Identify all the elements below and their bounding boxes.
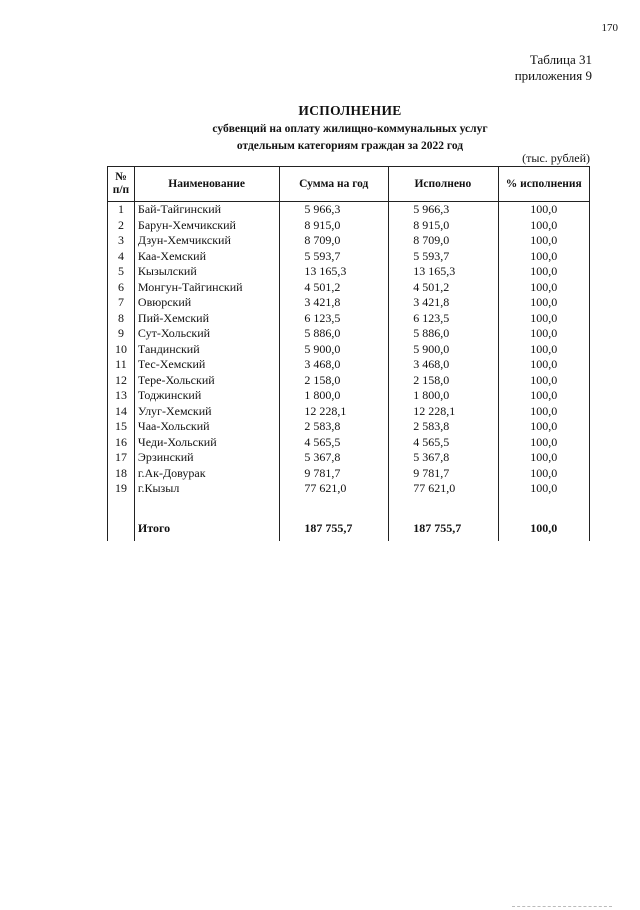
- row-year-sum-cell: 77 621,0: [280, 481, 389, 497]
- row-percent-cell: 100,0: [498, 357, 589, 373]
- row-year-sum-cell: 5 593,7: [280, 249, 389, 265]
- row-executed-cell: 5 966,3: [389, 202, 498, 218]
- row-executed-cell: 2 158,0: [389, 373, 498, 389]
- row-number-cell: 4: [108, 249, 135, 265]
- row-number-cell: 11: [108, 357, 135, 373]
- row-percent-cell: 100,0: [498, 466, 589, 482]
- spacer-cell: [498, 497, 589, 517]
- table-header-row: [108, 167, 590, 202]
- row-year-sum-cell: 12 228,1: [280, 404, 389, 420]
- row-number-cell: 9: [108, 326, 135, 342]
- row-executed-cell: 2 583,8: [389, 419, 498, 435]
- total-number-cell: [108, 517, 135, 541]
- row-executed-cell: 5 593,7: [389, 249, 498, 265]
- row-number-cell: 14: [108, 404, 135, 420]
- row-number-cell: 6: [108, 280, 135, 296]
- row-percent-cell: 100,0: [498, 295, 589, 311]
- row-number-cell: 1: [108, 202, 135, 218]
- row-number-cell: 10: [108, 342, 135, 358]
- row-percent-cell: 100,0: [498, 435, 589, 451]
- row-name-cell: Улуг-Хемский: [134, 404, 279, 420]
- table-reference-line2: приложения 9: [514, 68, 592, 83]
- row-executed-cell: 5 367,8: [389, 450, 498, 466]
- row-year-sum-cell: 3 468,0: [280, 357, 389, 373]
- row-number-cell: 12: [108, 373, 135, 389]
- row-year-sum-cell: 5 900,0: [280, 342, 389, 358]
- total-row: [108, 517, 590, 541]
- row-year-sum-cell: 5 966,3: [280, 202, 389, 218]
- table-reference: [515, 52, 592, 84]
- row-number-cell: 13: [108, 388, 135, 404]
- row-number-cell: 18: [108, 466, 135, 482]
- row-executed-cell: 1 800,0: [389, 388, 498, 404]
- table-row: [108, 388, 590, 404]
- page-number: 170: [601, 22, 618, 34]
- row-number-cell: 3: [108, 233, 135, 249]
- row-name-cell: Чеди-Хольский: [134, 435, 279, 451]
- row-name-cell: Тандинский: [134, 342, 279, 358]
- spacer-cell: [134, 497, 279, 517]
- table-row: [108, 419, 590, 435]
- row-name-cell: Сут-Хольский: [134, 326, 279, 342]
- spacer-cell: [389, 497, 498, 517]
- header-name: Наименование: [134, 167, 279, 202]
- row-name-cell: Овюрский: [134, 295, 279, 311]
- row-number-cell: 8: [108, 311, 135, 327]
- row-percent-cell: 100,0: [498, 373, 589, 389]
- row-executed-cell: 13 165,3: [389, 264, 498, 280]
- row-name-cell: Бай-Тайгинский: [134, 202, 279, 218]
- row-executed-cell: 3 468,0: [389, 357, 498, 373]
- row-name-cell: Кызылский: [134, 264, 279, 280]
- row-executed-cell: 3 421,8: [389, 295, 498, 311]
- row-number-cell: 7: [108, 295, 135, 311]
- row-name-cell: Каа-Хемский: [134, 249, 279, 265]
- table-reference-line1: Таблица 31: [529, 52, 592, 67]
- row-year-sum-cell: 4 501,2: [280, 280, 389, 296]
- row-year-sum-cell: 13 165,3: [280, 264, 389, 280]
- row-executed-cell: 8 915,0: [389, 218, 498, 234]
- row-percent-cell: 100,0: [498, 450, 589, 466]
- row-executed-cell: 4 565,5: [389, 435, 498, 451]
- row-year-sum-cell: 2 158,0: [280, 373, 389, 389]
- document-subtitle-line2: отдельным категориям граждан за 2022 год: [236, 140, 464, 152]
- units-label: (тыс. рублей): [522, 151, 590, 165]
- row-executed-cell: 9 781,7: [389, 466, 498, 482]
- table-row: [108, 264, 590, 280]
- header-percent: % исполнения: [498, 167, 589, 202]
- row-number-cell: 5: [108, 264, 135, 280]
- document-subtitle: [0, 121, 640, 155]
- row-percent-cell: 100,0: [498, 311, 589, 327]
- table-body: [108, 202, 590, 541]
- row-percent-cell: 100,0: [498, 202, 589, 218]
- row-executed-cell: 77 621,0: [389, 481, 498, 497]
- row-name-cell: Эрзинский: [134, 450, 279, 466]
- table-row: [108, 280, 590, 296]
- row-percent-cell: 100,0: [498, 264, 589, 280]
- row-year-sum-cell: 1 800,0: [280, 388, 389, 404]
- row-number-cell: 17: [108, 450, 135, 466]
- row-year-sum-cell: 4 565,5: [280, 435, 389, 451]
- header-year-sum: Сумма на год: [280, 167, 389, 202]
- row-year-sum-cell: 2 583,8: [280, 419, 389, 435]
- row-name-cell: Дзун-Хемчикский: [134, 233, 279, 249]
- row-year-sum-cell: 3 421,8: [280, 295, 389, 311]
- row-percent-cell: 100,0: [498, 481, 589, 497]
- row-name-cell: Тере-Хольский: [134, 373, 279, 389]
- table-row: [108, 311, 590, 327]
- row-name-cell: Тес-Хемский: [134, 357, 279, 373]
- row-name-cell: Пий-Хемский: [134, 311, 279, 327]
- row-percent-cell: 100,0: [498, 218, 589, 234]
- table-row: [108, 295, 590, 311]
- row-executed-cell: 12 228,1: [389, 404, 498, 420]
- row-number-cell: 19: [108, 481, 135, 497]
- row-percent-cell: 100,0: [498, 233, 589, 249]
- row-name-cell: г.Кызыл: [134, 481, 279, 497]
- total-year-sum-cell: 187 755,7: [280, 517, 389, 541]
- bottom-rule: [512, 906, 612, 907]
- row-executed-cell: 6 123,5: [389, 311, 498, 327]
- row-name-cell: Чаа-Хольский: [134, 419, 279, 435]
- total-percent-cell: 100,0: [498, 517, 589, 541]
- row-name-cell: г.Ак-Довурак: [134, 466, 279, 482]
- row-percent-cell: 100,0: [498, 404, 589, 420]
- row-year-sum-cell: 5 367,8: [280, 450, 389, 466]
- row-percent-cell: 100,0: [498, 388, 589, 404]
- row-year-sum-cell: 9 781,7: [280, 466, 389, 482]
- table-row: [108, 218, 590, 234]
- table-row: [108, 450, 590, 466]
- row-percent-cell: 100,0: [498, 342, 589, 358]
- row-name-cell: Тоджинский: [134, 388, 279, 404]
- row-percent-cell: 100,0: [498, 280, 589, 296]
- header-number-line1: №: [115, 171, 127, 183]
- document-title: ИСПОЛНЕНИЕ: [298, 103, 402, 118]
- header-executed: Исполнено: [389, 167, 498, 202]
- table-row: [108, 249, 590, 265]
- table-row: [108, 481, 590, 497]
- row-executed-cell: 4 501,2: [389, 280, 498, 296]
- row-year-sum-cell: 6 123,5: [280, 311, 389, 327]
- row-executed-cell: 5 886,0: [389, 326, 498, 342]
- row-year-sum-cell: 8 709,0: [280, 233, 389, 249]
- row-name-cell: Монгун-Тайгинский: [134, 280, 279, 296]
- table-row: [108, 373, 590, 389]
- table-row: [108, 233, 590, 249]
- total-executed-cell: 187 755,7: [389, 517, 498, 541]
- table-row: [108, 326, 590, 342]
- header-number-line2: п/п: [112, 184, 130, 196]
- row-executed-cell: 8 709,0: [389, 233, 498, 249]
- header-number: [108, 167, 135, 202]
- row-number-cell: 16: [108, 435, 135, 451]
- spacer-cell: [108, 497, 135, 517]
- table-row: [108, 404, 590, 420]
- document-subtitle-line1: субвенций на оплату жилищно-коммунальных услуг: [212, 123, 488, 135]
- spacer-cell: [280, 497, 389, 517]
- row-number-cell: 2: [108, 218, 135, 234]
- table-row: [108, 357, 590, 373]
- row-year-sum-cell: 8 915,0: [280, 218, 389, 234]
- row-number-cell: 15: [108, 419, 135, 435]
- table-row: [108, 435, 590, 451]
- row-executed-cell: 5 900,0: [389, 342, 498, 358]
- table-row: [108, 342, 590, 358]
- row-percent-cell: 100,0: [498, 249, 589, 265]
- spacer-row: [108, 497, 590, 517]
- table-row: [108, 466, 590, 482]
- row-percent-cell: 100,0: [498, 419, 589, 435]
- row-name-cell: Барун-Хемчикский: [134, 218, 279, 234]
- subsidy-execution-table: [107, 166, 590, 541]
- table-row: [108, 202, 590, 218]
- total-label-cell: Итого: [134, 517, 279, 541]
- row-year-sum-cell: 5 886,0: [280, 326, 389, 342]
- row-percent-cell: 100,0: [498, 326, 589, 342]
